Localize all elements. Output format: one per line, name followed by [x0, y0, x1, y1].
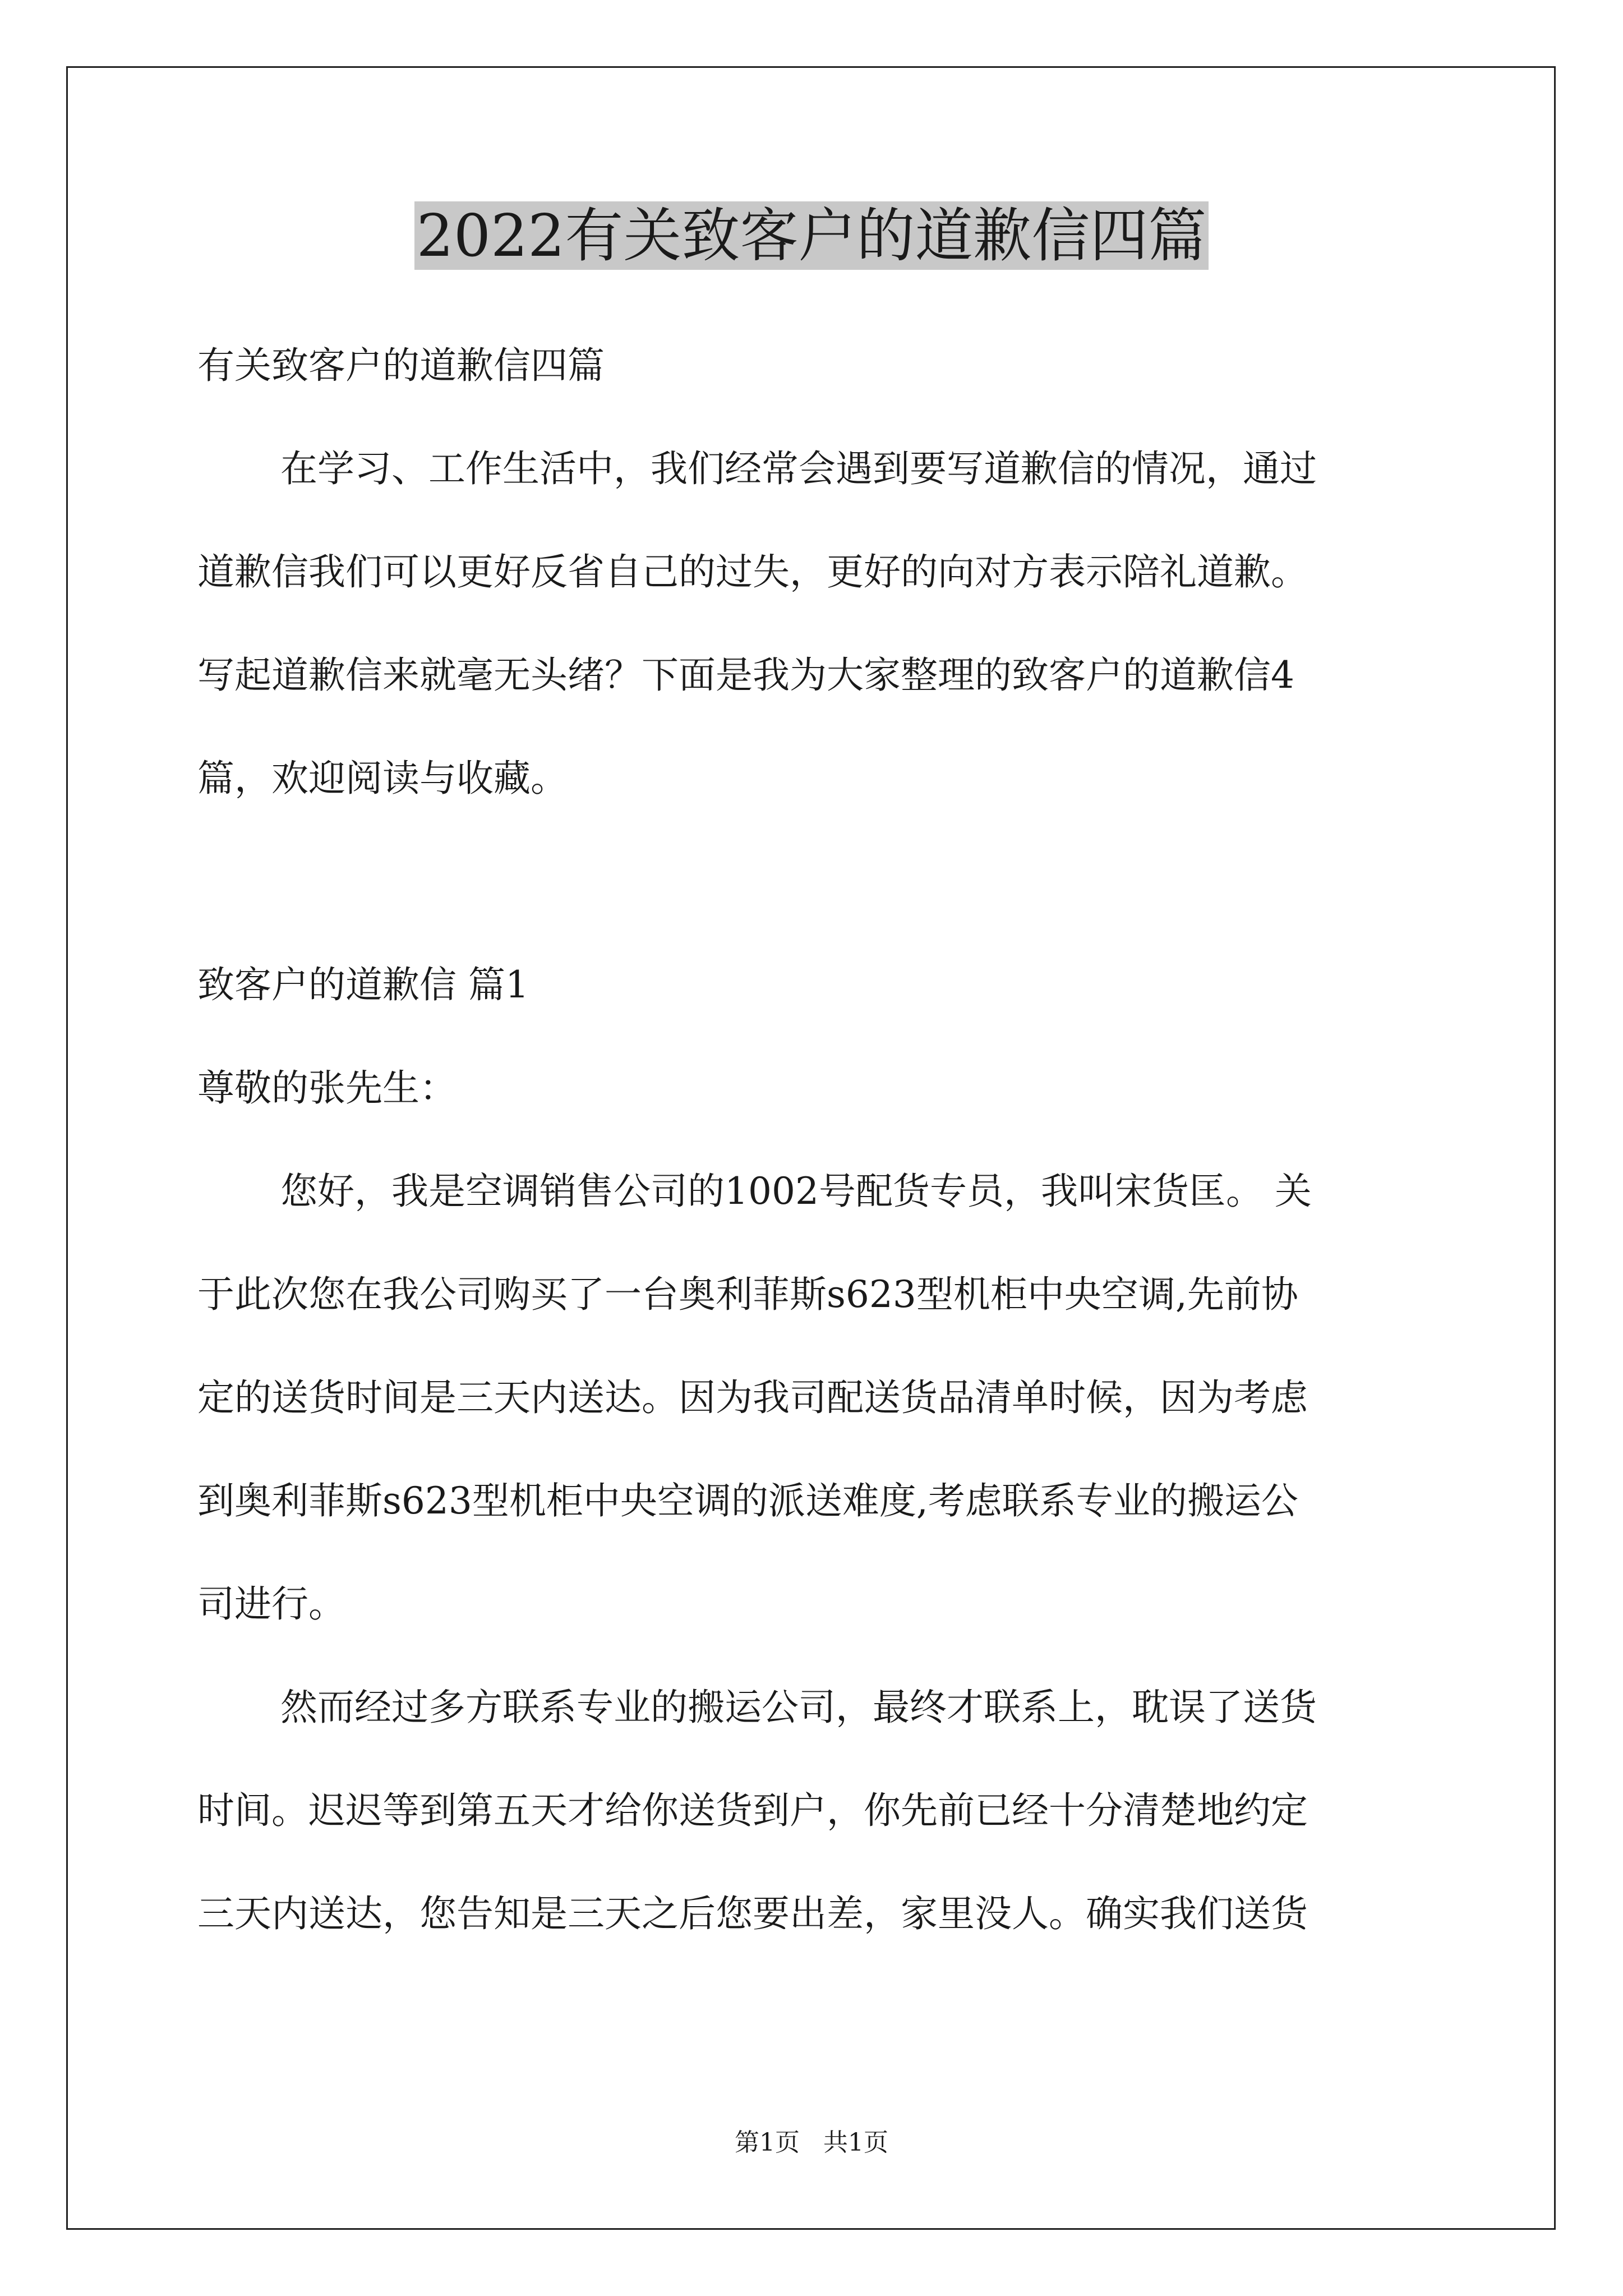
body-line-letter-2: 于此次您在我公司购买了一台奥利菲斯s623型机柜中央空调,先前协 [197, 1273, 1298, 1316]
page-number-footer: 第1页 共1页 [735, 2128, 888, 2157]
body-line-subtitle: 有关致客户的道歉信四篇 [197, 344, 605, 387]
section-heading: 致客户的道歉信 篇1 [197, 963, 529, 1006]
paragraph-gap [197, 830, 1428, 933]
body-line-intro-4: 篇，欢迎阅读与收藏。 [197, 757, 568, 800]
body-line-intro-1: 在学习、工作生活中，我们经常会遇到要写道歉信的情况，通过 [280, 447, 1317, 490]
body-line-letter-7: 时间。迟迟等到第五天才给你送货到户，你先前已经十分清楚地约定 [197, 1789, 1308, 1832]
body-line-intro-2: 道歉信我们可以更好反省自己的过失，更好的向对方表示陪礼道歉。 [197, 550, 1308, 593]
document-title [0, 194, 1623, 278]
body-line-letter-6: 然而经过多方联系专业的搬运公司，最终才联系上，耽误了送货 [280, 1686, 1317, 1729]
body-line-intro-3: 写起道歉信来就毫无头绪？下面是我为大家整理的致客户的道歉信4 [197, 654, 1294, 697]
body-line-letter-4: 到奥利菲斯s623型机柜中央空调的派送难度,考虑联系专业的搬运公 [197, 1479, 1298, 1522]
body-line-letter-8: 三天内送达，您告知是三天之后您要出差，家里没人。确实我们送货 [197, 1892, 1308, 1935]
document-title-text: 2022有关致客户的道歉信四篇 [414, 201, 1209, 270]
document-body [197, 314, 1428, 1966]
letter-salutation: 尊敬的张先生： [197, 1066, 457, 1110]
body-line-letter-5: 司进行。 [197, 1582, 345, 1626]
body-line-letter-3: 定的送货时间是三天内送达。因为我司配送货品清单时候，因为考虑 [197, 1376, 1308, 1419]
body-line-letter-1: 您好，我是空调销售公司的1002号配货专员，我叫宋货匡。 关 [280, 1170, 1312, 1213]
